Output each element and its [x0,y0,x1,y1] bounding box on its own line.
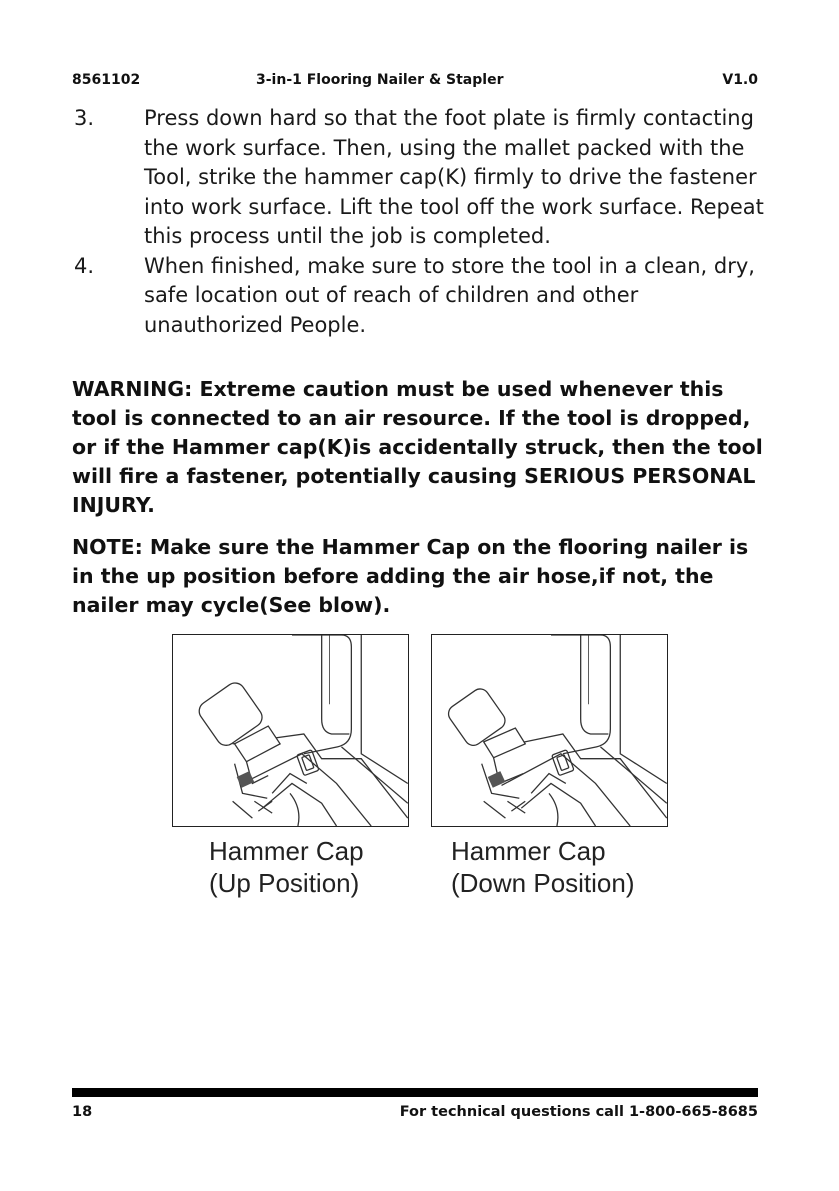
hammer-cap-down-illustration [431,634,668,827]
step-item [72,252,772,341]
hammer-cap-up-illustration [172,634,409,827]
steps-list [72,104,772,340]
caption-line: Hammer Cap [451,836,606,866]
support-phone-text: For technical questions call 1-800-665-8685 [399,1104,758,1120]
footer-rule [72,1088,758,1097]
step-text: Press down hard so that the foot plate is firmly contacting the work surface. Then, using the mallet packed with the Tool, strike the hammer cap(K) firmly to drive the fastener into work surface. Lift the tool off the work surface. Repeat this process until the job is completed. [144,106,764,248]
figure-caption-down [451,835,635,899]
step-text: When finished, make sure to store the tool in a clean, dry, safe location out of reach of children and other unauthorized People. [144,253,755,337]
note-paragraph: NOTE: Make sure the Hammer Cap on the flooring nailer is in the up position before adding the air hose,if not, the nailer may cycle(See blow). [72,535,749,617]
manual-title: 3-in-1 Flooring Nailer & Stapler [256,72,504,88]
warning-paragraph: WARNING: Extreme caution must be used whenever this tool is connected to an air resource. If the tool is dropped, or if the Hammer cap(K)is accidentally struck, then the tool will fire a fastener, potentially causing SERIOUS PERSONAL INJURY. [72,377,763,517]
caption-line: (Up Position) [209,868,360,898]
caption-line: Hammer Cap [209,836,364,866]
page-number: 18 [72,1104,93,1120]
caption-line: (Down Position) [451,868,635,898]
page-footer [72,1104,758,1124]
version-label: V1.0 [722,72,758,88]
model-number: 8561102 [72,72,141,88]
step-number: 3. [74,106,95,130]
page-header [72,72,758,90]
figure-caption-up [209,835,364,899]
step-number: 4. [74,253,95,278]
step-item [72,104,772,252]
